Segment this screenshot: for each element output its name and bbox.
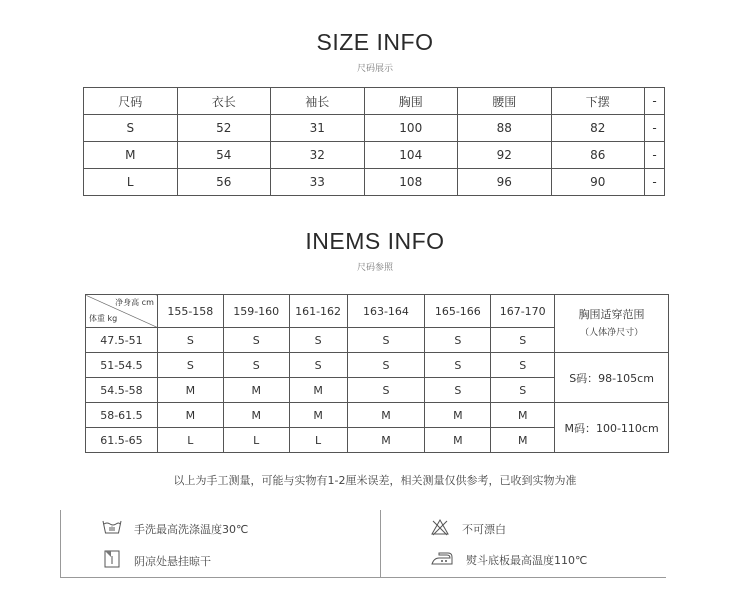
- size-cell: S: [491, 378, 555, 403]
- table-cell: 86: [551, 142, 645, 169]
- header-cell: -: [645, 88, 665, 115]
- table-row: [86, 353, 669, 378]
- table-cell: 88: [458, 115, 552, 142]
- size-cell: L: [157, 428, 223, 453]
- size-cell: M: [347, 403, 425, 428]
- weight-cell: 58-61.5: [86, 403, 158, 428]
- header-cell: 尺码: [84, 88, 178, 115]
- inems-info-title: INEMS INFO: [305, 228, 445, 254]
- size-cell: L: [223, 428, 289, 453]
- height-header: 155-158: [157, 295, 223, 328]
- header-cell: 腰围: [458, 88, 552, 115]
- size-cell: S: [425, 328, 491, 353]
- height-header: 167-170: [491, 295, 555, 328]
- height-header: 165-166: [425, 295, 491, 328]
- care-item-dry: [102, 550, 211, 571]
- care-text-iron: 熨斗底板最高温度110℃: [466, 553, 588, 567]
- header-cell: 下摆: [551, 88, 645, 115]
- size-cell: M: [223, 378, 289, 403]
- size-cell: S: [223, 328, 289, 353]
- measurement-note: 以上为手工测量，可能与实物有1-2厘米误差，相关测量仅供参考，已收到实物为准: [173, 474, 577, 487]
- size-cell: S: [157, 353, 223, 378]
- table-cell: 108: [364, 169, 458, 196]
- table-row: [84, 115, 665, 142]
- table-cell: -: [645, 115, 665, 142]
- table-cell: 104: [364, 142, 458, 169]
- line-dry-shade-icon: [102, 550, 134, 571]
- height-header: 163-164: [347, 295, 425, 328]
- size-cell: M: [425, 403, 491, 428]
- bust-range-subtitle: （人体净尺寸）: [580, 327, 644, 338]
- table-cell: 100: [364, 115, 458, 142]
- height-header: 161-162: [289, 295, 347, 328]
- care-item-bleach: [430, 518, 506, 539]
- size-cell: S: [425, 353, 491, 378]
- size-cell: S: [347, 378, 425, 403]
- divider: [60, 510, 61, 578]
- size-reference-table: [85, 294, 669, 453]
- iron-icon: [430, 550, 466, 569]
- size-cell: M: [157, 378, 223, 403]
- bust-range-header: [555, 295, 669, 353]
- height-header: 159-160: [223, 295, 289, 328]
- size-cell: S: [491, 353, 555, 378]
- size-cell: M: [289, 403, 347, 428]
- size-cell: S: [347, 353, 425, 378]
- table-cell: 52: [177, 115, 271, 142]
- table-row: [86, 403, 669, 428]
- table-cell: 82: [551, 115, 645, 142]
- size-cell: S: [347, 328, 425, 353]
- size-cell: S: [223, 353, 289, 378]
- care-text-dry: 阴凉处悬挂晾干: [134, 554, 211, 568]
- weight-cell: 51-54.5: [86, 353, 158, 378]
- header-cell: 衣长: [177, 88, 271, 115]
- weight-cell: 54.5-58: [86, 378, 158, 403]
- hand-wash-icon: [102, 518, 134, 539]
- table-cell: M: [84, 142, 178, 169]
- inems-info-subtitle: 尺码参照: [356, 263, 393, 273]
- bust-range-m: M码：100-110cm: [555, 403, 669, 453]
- weight-cell: 47.5-51: [86, 328, 158, 353]
- size-cell: M: [223, 403, 289, 428]
- size-cell: M: [347, 428, 425, 453]
- table-cell: S: [84, 115, 178, 142]
- size-cell: M: [157, 403, 223, 428]
- size-info-title: SIZE INFO: [316, 29, 434, 55]
- care-item-iron: [430, 550, 587, 569]
- table-cell: 92: [458, 142, 552, 169]
- weight-axis-label: 体重 kg: [89, 314, 118, 323]
- table-cell: L: [84, 169, 178, 196]
- header-cell: 袖长: [271, 88, 365, 115]
- bust-range-s: S码：98-105cm: [555, 353, 669, 403]
- size-table-header: [84, 88, 665, 115]
- divider: [60, 577, 666, 578]
- no-bleach-icon: [430, 518, 462, 539]
- size-cell: M: [491, 403, 555, 428]
- ref-table-header: [86, 295, 669, 328]
- care-text-bleach: 不可漂白: [462, 522, 506, 536]
- size-cell: M: [491, 428, 555, 453]
- diagonal-header-cell: [86, 295, 158, 328]
- table-cell: 31: [271, 115, 365, 142]
- table-cell: 56: [177, 169, 271, 196]
- table-cell: 33: [271, 169, 365, 196]
- divider: [380, 510, 381, 578]
- bust-range-title: 胸围适穿范围: [578, 307, 645, 321]
- size-info-subtitle: 尺码展示: [356, 64, 393, 74]
- size-cell: S: [289, 353, 347, 378]
- table-cell: -: [645, 169, 665, 196]
- table-row: [84, 169, 665, 196]
- size-cell: S: [157, 328, 223, 353]
- care-instructions: [60, 510, 666, 578]
- table-cell: 54: [177, 142, 271, 169]
- height-axis-label: 净身高 cm: [115, 298, 154, 307]
- size-cell: M: [289, 378, 347, 403]
- table-cell: 32: [271, 142, 365, 169]
- table-cell: 96: [458, 169, 552, 196]
- size-cell: S: [289, 328, 347, 353]
- care-item-wash: [102, 518, 248, 539]
- size-cell: M: [425, 428, 491, 453]
- size-cell: L: [289, 428, 347, 453]
- size-cell: S: [425, 378, 491, 403]
- care-text-wash: 手洗最高洗涤温度30℃: [134, 522, 249, 536]
- size-table: [83, 87, 665, 196]
- table-cell: 90: [551, 169, 645, 196]
- table-row: [84, 142, 665, 169]
- header-cell: 胸围: [364, 88, 458, 115]
- size-cell: S: [491, 328, 555, 353]
- table-cell: -: [645, 142, 665, 169]
- weight-cell: 61.5-65: [86, 428, 158, 453]
